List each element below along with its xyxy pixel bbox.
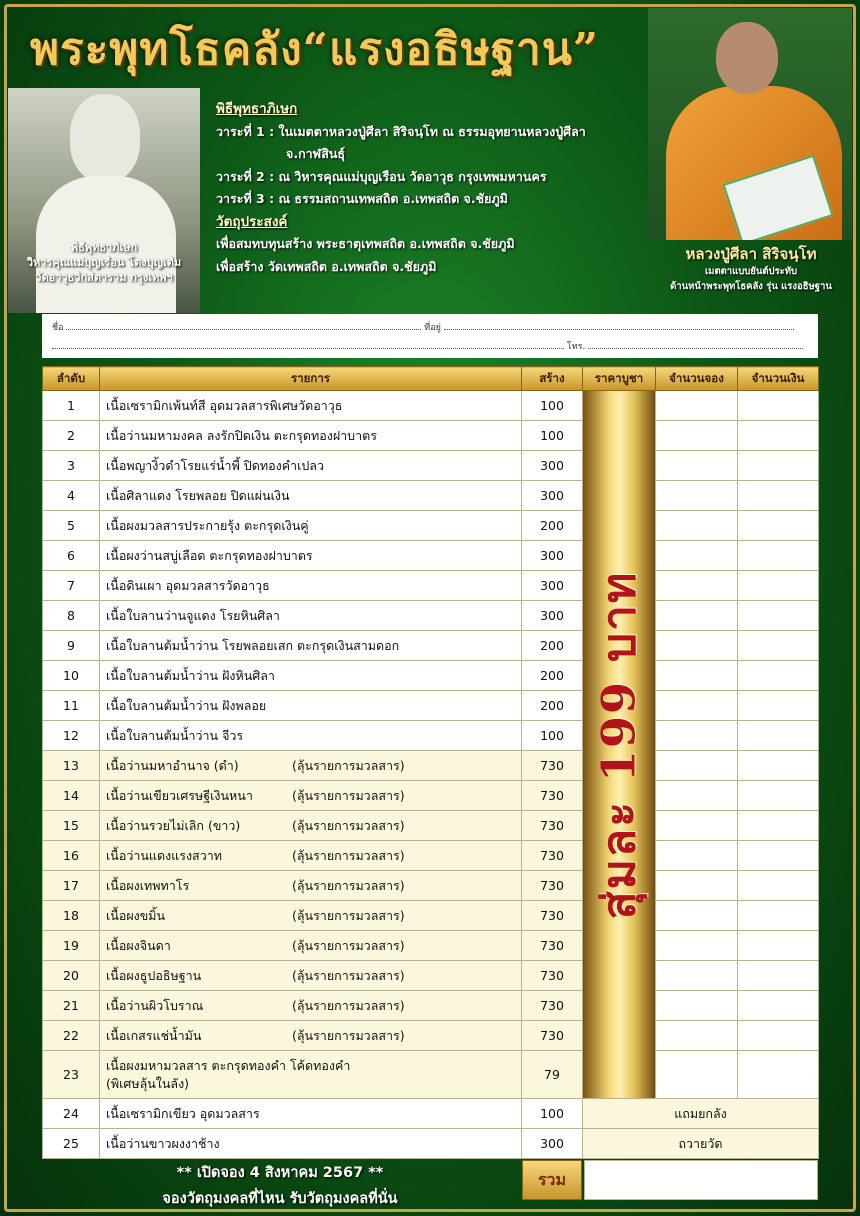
table-row [43, 1051, 819, 1099]
amount-input[interactable] [738, 901, 819, 931]
row-number: 23 [43, 1051, 100, 1099]
reserve-input[interactable] [656, 541, 738, 571]
table-row [43, 721, 819, 751]
row-number: 25 [43, 1129, 100, 1159]
row-item-text: เนื้อดินเผา อุดมวลสารวัดอาวุธ [106, 577, 270, 593]
row-item [100, 1051, 522, 1099]
row-qty: 730 [522, 901, 583, 931]
row-number: 6 [43, 541, 100, 571]
table-row [43, 991, 819, 1021]
row-qty: 79 [522, 1051, 583, 1099]
table-row [43, 931, 819, 961]
row-number: 13 [43, 751, 100, 781]
footer-line-2: จองวัตถุมงคลที่ไหน รับวัตถุมงคลที่นั่น [162, 1191, 398, 1207]
row-item: เนื้อว่านขาวผงงาช้าง [100, 1129, 522, 1159]
row-item [100, 751, 522, 781]
address-field[interactable] [444, 320, 794, 330]
row-item-text: เนื้อใบลานต้มน้ำว่าน โรยพลอยเสก ตะกรุดเงินสามดอก [106, 637, 400, 653]
row-item-text: เนื้อว่านเขียวเศรษฐีเงินหนา [106, 787, 253, 803]
table-row [43, 691, 819, 721]
table-row [43, 871, 819, 901]
row-merged-note: แถมยกลัง [583, 1099, 819, 1129]
reserve-input[interactable] [656, 841, 738, 871]
amount-input[interactable] [738, 661, 819, 691]
table-row [43, 571, 819, 601]
amount-input[interactable] [738, 601, 819, 631]
row-qty: 730 [522, 1021, 583, 1051]
row-item-text: เนื้อผงธูปอธิษฐาน [106, 967, 202, 983]
ceremony-round-1-cont: จ.กาฬสินธุ์ [286, 146, 346, 161]
row-number: 8 [43, 601, 100, 631]
reserve-input[interactable] [656, 781, 738, 811]
reserve-input[interactable] [656, 901, 738, 931]
row-qty: 100 [522, 421, 583, 451]
reserve-input[interactable] [656, 451, 738, 481]
ceremony-heading: พิธีพุทธาภิเษก [216, 101, 298, 117]
row-number: 5 [43, 511, 100, 541]
row-item: เนื้อเซรามิกเขียว อุดมวลสาร [100, 1099, 522, 1129]
phone-label: โทร. [566, 342, 586, 352]
row-qty: 200 [522, 661, 583, 691]
row-number: 18 [43, 901, 100, 931]
row-number: 3 [43, 451, 100, 481]
amount-input[interactable] [738, 541, 819, 571]
name-field[interactable] [66, 320, 421, 330]
reserve-input[interactable] [656, 631, 738, 661]
amount-input[interactable] [738, 481, 819, 511]
price-text: สุ่มละ 199 บาท [591, 570, 646, 919]
row-item-text: เนื้อผงจินดา [106, 937, 171, 953]
purpose-heading: วัตถุประสงค์ [216, 213, 288, 230]
table-row [43, 601, 819, 631]
row-item-text: เนื้อใบลานต้มน้ำว่าน ฝังพลอย [106, 697, 267, 713]
reserve-input[interactable] [656, 961, 738, 991]
order-form-box [42, 314, 818, 358]
row-item [100, 571, 522, 601]
row-item [100, 421, 522, 451]
reserve-input[interactable] [656, 751, 738, 781]
reserve-input[interactable] [656, 421, 738, 451]
reserve-input[interactable] [656, 391, 738, 421]
page-title: พระพุทโธคลัง“แรงอธิษฐาน” [30, 24, 600, 75]
reserve-input[interactable] [656, 601, 738, 631]
table-row [43, 1099, 819, 1129]
row-item [100, 541, 522, 571]
header-qty: สร้าง [522, 367, 583, 391]
row-item [100, 721, 522, 751]
table-row [43, 631, 819, 661]
row-item-text: เนื้อว่านรวยไม่เลิก (ขาว) [106, 817, 241, 833]
table-row [43, 481, 819, 511]
amount-input[interactable] [738, 691, 819, 721]
row-item-text: เนื้อผงมวลสารประกายรุ้ง ตะกรุดเงินคู่ [106, 517, 309, 533]
row-qty: 730 [522, 841, 583, 871]
amount-input[interactable] [738, 871, 819, 901]
row-item [100, 391, 522, 421]
table-row [43, 661, 819, 691]
amount-input[interactable] [738, 451, 819, 481]
row-item-text: เนื้อพญางิ้วดำโรยแร่น้ำพี้ ปิดทองคำเปลว [106, 457, 324, 473]
reserve-input[interactable] [656, 571, 738, 601]
table-row [43, 901, 819, 931]
row-item-text: เนื้อว่านมหามงคล ลงรักปิดเงิน ตะกรุดทองฝาบาตร [106, 427, 377, 443]
amount-input[interactable] [738, 511, 819, 541]
row-qty: 300 [522, 481, 583, 511]
row-item-note: (ลุ้นรายการมวลสาร) [292, 1027, 405, 1043]
amount-input[interactable] [738, 631, 819, 661]
row-item-note: (ลุ้นรายการมวลสาร) [292, 787, 405, 803]
total-field[interactable] [584, 1160, 818, 1200]
ceremony-round-2: วาระที่ 2 : ณ วิหารคุณแม่บุญเรือน วัดอาวุธ กรุงเทพมหานคร [216, 168, 547, 184]
row-merged-note: ถวายวัด [583, 1129, 819, 1159]
row-item-text: เนื้อผงมหามวลสาร ตะกรุดทองคำ โค้ดทองคำ [106, 1057, 351, 1073]
row-item [100, 931, 522, 961]
reserve-input[interactable] [656, 811, 738, 841]
address-field-2[interactable] [52, 339, 564, 349]
row-qty: 300 [522, 541, 583, 571]
footer-note [70, 1160, 490, 1212]
phone-field[interactable] [588, 339, 803, 349]
amount-input[interactable] [738, 1021, 819, 1051]
row-item-text: เนื้อเกสรแช่น้ำมัน [106, 1027, 202, 1043]
name-label: ชื่อ [52, 323, 64, 333]
row-item [100, 811, 522, 841]
row-item-note: (ลุ้นรายการมวลสาร) [292, 847, 405, 863]
row-item-note: (ลุ้นรายการมวลสาร) [292, 877, 405, 893]
row-item [100, 661, 522, 691]
reserve-input[interactable] [656, 991, 738, 1021]
row-qty: 300 [522, 1129, 583, 1159]
table-row [43, 811, 819, 841]
row-number: 11 [43, 691, 100, 721]
monk-sub-line-1: เมตตาแบบยันต์ประทับ [704, 266, 798, 277]
table-row [43, 961, 819, 991]
row-item-text: เนื้อว่านแดงแรงสวาท [106, 847, 222, 863]
row-item [100, 601, 522, 631]
row-item [100, 1021, 522, 1051]
monk-name: หลวงปู่ศีลา สิริจนฺโท [685, 245, 817, 263]
amount-input[interactable] [738, 391, 819, 421]
row-item-text: เนื้อศิลาแดง โรยพลอย ปิดแผ่นเงิน [106, 487, 290, 503]
row-number: 1 [43, 391, 100, 421]
row-qty: 100 [522, 391, 583, 421]
amount-input[interactable] [738, 811, 819, 841]
row-number: 4 [43, 481, 100, 511]
reserve-input[interactable] [656, 1051, 738, 1099]
row-item-text: เนื้อผงขมิ้น [106, 907, 166, 923]
table-row [43, 511, 819, 541]
row-qty: 100 [522, 721, 583, 751]
ceremony-round-1: วาระที่ 1 : ในเมตตาหลวงปู่ศีลา สิริจนฺโท ณ ธรรมอุทยานหลวงปู่ศีลา [216, 123, 586, 139]
footer-line-1: ** เปิดจอง 4 สิงหาคม 2567 ** [176, 1165, 384, 1181]
row-number: 14 [43, 781, 100, 811]
row-item-text: เนื้อว่านมหาอำนาจ (ดำ) [106, 757, 239, 773]
row-qty: 300 [522, 571, 583, 601]
total-label: รวม [522, 1160, 582, 1200]
row-item-text: เนื้อใบลานต้มน้ำว่าน ฝังหินศิลา [106, 667, 275, 683]
row-item-note: (ลุ้นรายการมวลสาร) [292, 907, 405, 923]
row-item [100, 691, 522, 721]
monk-sub-line-2: ด้านหน้าพระพุทโธคลัง รุ่น แรงอธิษฐาน [670, 281, 832, 292]
row-number: 17 [43, 871, 100, 901]
row-qty: 730 [522, 871, 583, 901]
purpose-2: เพื่อสร้าง วัดเทพสถิต อ.เทพสถิต จ.ชัยภูมิ [216, 258, 437, 274]
reserve-input[interactable] [656, 1021, 738, 1051]
table-row [43, 751, 819, 781]
reserve-input[interactable] [656, 691, 738, 721]
row-item [100, 841, 522, 871]
row-qty: 730 [522, 811, 583, 841]
row-qty: 300 [522, 601, 583, 631]
right-photo-caption [648, 244, 854, 294]
row-number: 7 [43, 571, 100, 601]
header-item: รายการ [100, 367, 522, 391]
row-item-text: เนื้อใบลานต้มน้ำว่าน จีวร [106, 727, 244, 743]
row-item-text: เนื้อผงว่านสบู่เลือด ตะกรุดทองฝาบาตร [106, 547, 313, 563]
row-qty: 300 [522, 451, 583, 481]
row-qty: 200 [522, 691, 583, 721]
table-row [43, 391, 819, 421]
address-label: ที่อยู่ [424, 323, 441, 333]
table-header-row [43, 367, 819, 391]
amount-input[interactable] [738, 751, 819, 781]
amount-input[interactable] [738, 991, 819, 1021]
amount-input[interactable] [738, 721, 819, 751]
reserve-input[interactable] [656, 721, 738, 751]
row-qty: 730 [522, 751, 583, 781]
row-number: 9 [43, 631, 100, 661]
row-number: 2 [43, 421, 100, 451]
reserve-input[interactable] [656, 481, 738, 511]
amount-input[interactable] [738, 781, 819, 811]
table-row [43, 1129, 819, 1159]
left-caption-line-3: วัดอาวุธวิกสิตาราม กรุงเทพฯ [35, 271, 173, 284]
amount-input[interactable] [738, 961, 819, 991]
row-item [100, 631, 522, 661]
amount-input[interactable] [738, 571, 819, 601]
row-number: 20 [43, 961, 100, 991]
amount-input[interactable] [738, 931, 819, 961]
row-item-text: เนื้อผงเทพทาโร [106, 877, 190, 893]
purpose-1: เพื่อสมทบทุนสร้าง พระธาตุเทพสถิต อ.เทพสถิต จ.ชัยภูมิ [216, 236, 515, 251]
table-row [43, 421, 819, 451]
row-item [100, 511, 522, 541]
table-row [43, 451, 819, 481]
row-item-text-2: (พิเศษลุ้นในลัง) [106, 1075, 190, 1091]
header-price: ราคาบูชา [583, 367, 656, 391]
amount-input[interactable] [738, 421, 819, 451]
ceremony-info [216, 98, 646, 278]
row-item-note: (ลุ้นรายการมวลสาร) [292, 937, 405, 953]
ceremony-round-3: วาระที่ 3 : ณ ธรรมสถานเทพสถิต อ.เทพสถิต จ.ชัยภูมิ [216, 191, 508, 206]
header-no: ลำดับ [43, 367, 100, 391]
row-item [100, 481, 522, 511]
row-item [100, 451, 522, 481]
row-number: 22 [43, 1021, 100, 1051]
left-caption-line-1: พิธีพุทธาภิเษก [70, 241, 138, 254]
row-qty: 200 [522, 631, 583, 661]
row-item-text: เนื้อเซรามิกเพ้นท์สี อุดมวลสารพิเศษวัดอาวุธ [106, 397, 343, 413]
row-item-text: เนื้อใบลานว่านจูแดง โรยหินศิลา [106, 607, 280, 623]
row-qty: 100 [522, 1099, 583, 1129]
row-qty: 730 [522, 991, 583, 1021]
row-item-note: (ลุ้นรายการมวลสาร) [292, 817, 405, 833]
reserve-input[interactable] [656, 511, 738, 541]
price-cell [583, 391, 656, 1099]
table-row [43, 541, 819, 571]
table-row [43, 1021, 819, 1051]
row-number: 21 [43, 991, 100, 1021]
row-number: 12 [43, 721, 100, 751]
left-caption-line-2: วิหารคุณแม่บุญเรือน โตงบุญเติม [26, 256, 182, 269]
amount-input[interactable] [738, 841, 819, 871]
row-item [100, 901, 522, 931]
monk-photo-right [648, 8, 852, 240]
row-item-note: (ลุ้นรายการมวลสาร) [292, 997, 405, 1013]
table-row [43, 841, 819, 871]
reserve-input[interactable] [656, 931, 738, 961]
row-item [100, 961, 522, 991]
header-reserve: จำนวนจอง [656, 367, 738, 391]
row-number: 15 [43, 811, 100, 841]
row-item [100, 991, 522, 1021]
row-item [100, 781, 522, 811]
order-table [42, 366, 819, 1159]
amount-input[interactable] [738, 1051, 819, 1099]
reserve-input[interactable] [656, 661, 738, 691]
portrait-head [716, 22, 778, 94]
row-item-text: เนื้อว่านผิวโบราณ [106, 997, 204, 1013]
row-item [100, 871, 522, 901]
portrait-head [70, 94, 140, 182]
table-row [43, 781, 819, 811]
left-photo-caption [8, 240, 200, 285]
row-number: 10 [43, 661, 100, 691]
row-qty: 200 [522, 511, 583, 541]
header-amount: จำนวนเงิน [738, 367, 819, 391]
row-item-note: (ลุ้นรายการมวลสาร) [292, 967, 405, 983]
row-number: 16 [43, 841, 100, 871]
row-item-note: (ลุ้นรายการมวลสาร) [292, 757, 405, 773]
row-qty: 730 [522, 781, 583, 811]
row-number: 19 [43, 931, 100, 961]
reserve-input[interactable] [656, 871, 738, 901]
row-number: 24 [43, 1099, 100, 1129]
row-qty: 730 [522, 961, 583, 991]
row-qty: 730 [522, 931, 583, 961]
